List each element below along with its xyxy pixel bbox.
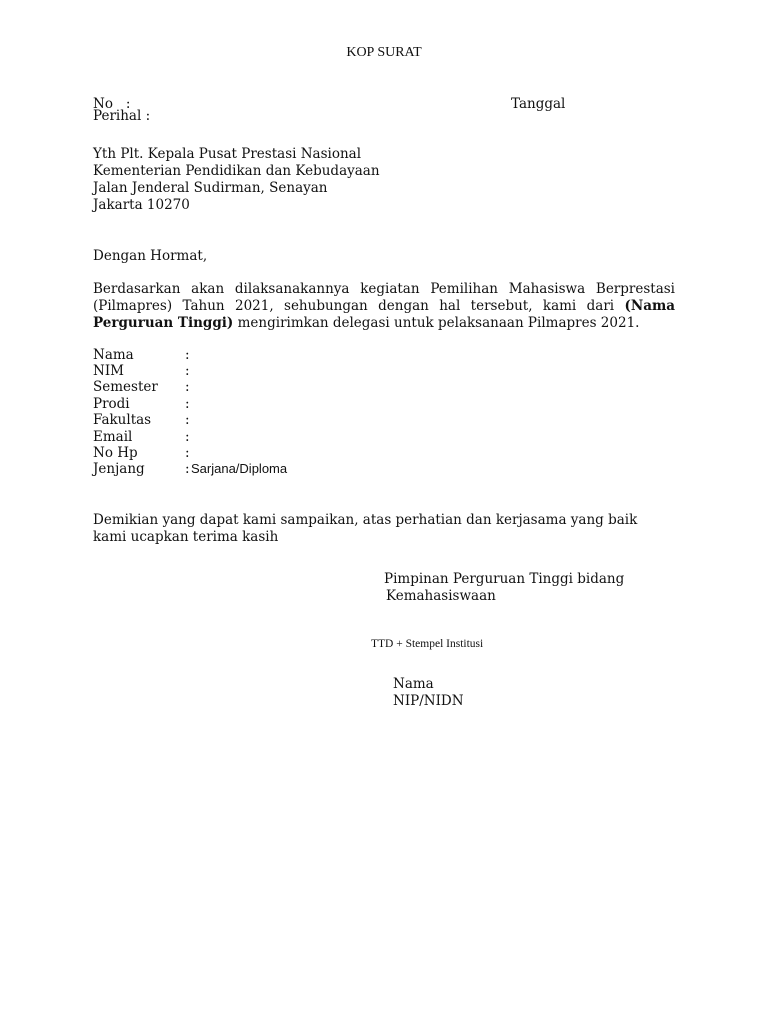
field-label-nama: Nama — [93, 347, 134, 363]
signatory-nip: NIP/NIDN — [393, 693, 464, 709]
field-colon: : — [185, 396, 190, 412]
field-colon: : — [185, 347, 190, 363]
field-colon: : — [185, 429, 190, 445]
field-label-semester: Semester — [93, 379, 158, 395]
field-label-prodi: Prodi — [93, 396, 130, 412]
field-colon: : — [185, 461, 190, 477]
recipient-line: Yth Plt. Kepala Pusat Prestasi Nasional — [93, 146, 362, 162]
subject-label: Perihal : — [93, 108, 151, 124]
field-label-email: Email — [93, 429, 133, 445]
field-label-nim: NIM — [93, 363, 124, 379]
letter-number-label: No : — [93, 96, 131, 112]
signatory-title-cont: Kemahasiswaan — [386, 588, 496, 604]
signatory-title: Pimpinan Perguruan Tinggi bidang — [384, 571, 625, 587]
date-label: Tanggal — [511, 96, 566, 112]
institution-placeholder: (Nama Perguruan Tinggi) — [93, 298, 675, 331]
field-colon: : — [185, 379, 190, 395]
signatory-name: Nama — [393, 676, 434, 692]
field-label-jenjang: Jenjang — [93, 461, 145, 477]
closing-paragraph: Demikian yang dapat kami sampaikan, atas perhatian dan kerjasama yang baik kami ucapkan terima kasih — [93, 512, 638, 545]
intro-text: Berdasarkan akan dilaksanakannya kegiatan Pemilihan Mahasiswa Berprestasi (Pilmapres) Tahun 2021, sehubungan dengan hal tersebut, kami dari — [93, 281, 675, 314]
intro-text-end: mengirimkan delegasi untuk pelaksanaan Pilmapres 2021. — [233, 315, 640, 331]
field-label-no-hp: No Hp — [93, 445, 138, 461]
recipient-line: Kementerian Pendidikan dan Kebudayaan — [93, 163, 380, 179]
field-colon: : — [185, 445, 190, 461]
signature-stamp-placeholder: TTD + Stempel Institusi — [371, 638, 484, 650]
recipient-line: Jalan Jenderal Sudirman, Senayan — [93, 180, 328, 196]
field-colon: : — [185, 363, 190, 379]
field-colon: : — [185, 412, 190, 428]
field-value-jenjang: Sarjana/Diploma — [191, 461, 288, 476]
intro-paragraph — [93, 281, 675, 332]
field-label-fakultas: Fakultas — [93, 412, 152, 428]
recipient-line: Jakarta 10270 — [93, 197, 190, 213]
letterhead-title: KOP SURAT — [346, 45, 422, 60]
greeting: Dengan Hormat, — [93, 248, 208, 264]
